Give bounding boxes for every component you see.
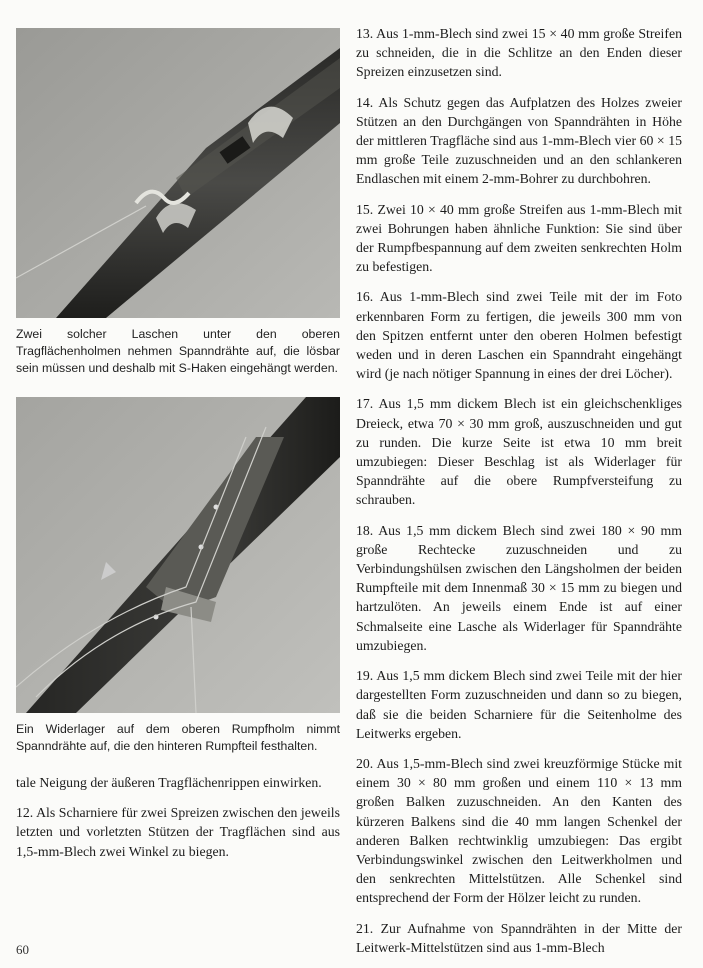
- caption-photo-2: Ein Widerlager auf dem oberen Rumpfholm nimmt Spanndrähte auf, die den hinteren Rumpfteil festhalten.: [16, 722, 340, 753]
- paragraph-16: 16. Aus 1-mm-Blech sind zwei Teile mit der im Foto erkennbaren Form zu fertigen, die jeweils 300 mm von den Spitzen entfernt unter den oberen Holmen befestigt weden und in deren Laschen ein Spanndraht eingehängt wird (je nach nötiger Spannung in eines der drei Löcher).: [356, 289, 682, 382]
- paragraph-19: 19. Aus 1,5 mm dickem Blech sind zwei Teile mit der hier dargestellten Form zuzuschneiden und dann so zu biegen, daß sie die beiden Scharniere für die Seitenholme des Leitwerks ergeben.: [356, 668, 682, 741]
- paragraph-20: 20. Aus 1,5-mm-Blech sind zwei kreuzförmige Stücke mit einem 30 × 80 mm großen und einem 110 × 13 mm großen Balken zuzuschneiden. An den Kanten des kürzeren Balkens sind die 40 mm langen Schenkel der anderen Balken rechtwinklig umzubiegen: Das ergibt Verbindungswinkel zwischen den Leitwerkholmen und den senkrechten Mittelstützen. Alle Schenkel sind entsprechend der Form der Hölzer leicht zu runden.: [356, 755, 682, 906]
- paragraph-15: 15. Zwei 10 × 40 mm große Streifen aus 1-mm-Blech mit zwei Bohrungen haben ähnliche Funktion: Sie sind über der Rumpfbespannung auf dem zweiten senkrechten Holm zu befestigen.: [356, 201, 682, 275]
- paragraph-14: 14. Als Schutz gegen das Aufplatzen des Holzes zweier Stützen an den Durchgängen von Spanndrähten in Höhe der mittleren Tragfläche sind aus 1-mm-Blech vier 60 × 15 mm große Teile zuzuschneiden und an den schlankeren Endlaschen mit einem 2-mm-Bohrer zu durchbohren.: [356, 94, 682, 187]
- left-column: [16, 28, 340, 872]
- photo-wing-spar-straps: [16, 28, 340, 318]
- paragraph-13: 13. Aus 1-mm-Blech sind zwei 15 × 40 mm große Streifen zu schneiden, die in die Schlitze an den Enden dieser Spreizen einzusetzen sind.: [356, 26, 682, 80]
- page-number: 60: [16, 942, 29, 957]
- paragraph-21: 21. Zur Aufnahme von Spanndrähten in der Mitte der Leitwerk-Mittelstützen sind aus 1-mm-Blech: [356, 920, 682, 955]
- paragraph-18: 18. Aus 1,5 mm dickem Blech sind zwei 180 × 90 mm große Rechtecke zuzuschneiden und zu Verbindungshülsen zwischen den Längsholmen der beiden Rumpfteile mit dem Innenmaß 30 × 15 mm zu biegen und hartzulöten. An jeweils einem Ende ist auf einer Schmalseite eine Lasche als Widerlager für Spanndrähte umzubiegen.: [356, 522, 682, 653]
- paragraph-12: 12. Als Scharniere für zwei Spreizen zwischen den jeweils letzten und vorletzten Stützen der Tragflächen sind aus 1,5-mm-Blech zwei Winkel zu biegen.: [16, 805, 340, 859]
- photo-fuselage-abutment: [16, 397, 340, 713]
- right-column: [356, 24, 682, 968]
- caption-photo-1: Zwei solcher Laschen unter den oberen Tragflächenholmen nehmen Spanndrähte auf, die lösbar sein müssen und deshalb mit S-Haken eingehängt werden.: [16, 327, 340, 375]
- paragraph-17: 17. Aus 1,5 mm dickem Blech ist ein gleichschenkliges Dreieck, etwa 70 × 30 mm groß, auszuschneiden und gut zu runden. Die kurze Seite ist etwa 10 mm breit umzubiegen: Dieser Beschlag ist als Widerlager für Spanndrähte auf die obere Rumpfversteifung zu schrauben.: [356, 396, 682, 508]
- paragraph-continuation: tale Neigung der äußeren Tragflächenrippen einwirken.: [16, 775, 322, 790]
